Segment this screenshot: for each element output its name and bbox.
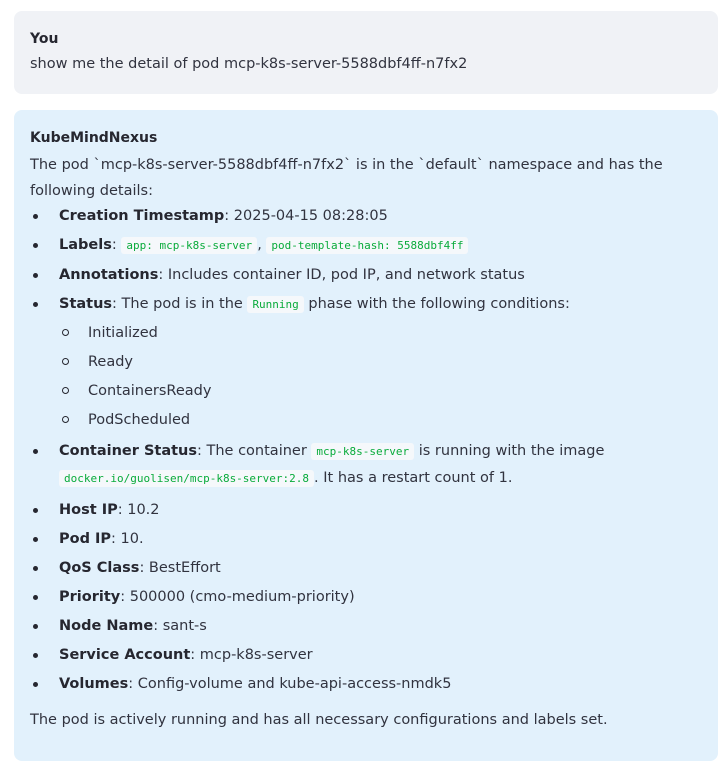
condition-item: PodScheduled xyxy=(59,409,702,431)
assistant-speaker-name: KubeMindNexus xyxy=(30,130,158,146)
list-item-creation-timestamp xyxy=(30,205,702,227)
pod-details-list xyxy=(30,205,702,695)
item-label: Volumes xyxy=(59,676,129,692)
item-label: Service Account xyxy=(59,647,191,663)
item-label: Status xyxy=(59,296,113,312)
user-message-text: show me the detail of pod mcp-k8s-server-5588dbf4ff-n7fx2 xyxy=(30,56,468,72)
condition-item: ContainersReady xyxy=(59,380,702,402)
assistant-message-card xyxy=(14,110,718,761)
item-value: : 2025-04-15 08:28:05 xyxy=(224,208,388,224)
item-label: Creation Timestamp xyxy=(59,208,225,224)
item-label: Container Status xyxy=(59,443,198,459)
list-item-host-ip xyxy=(30,499,702,521)
item-label: Node Name xyxy=(59,618,154,634)
list-item-pod-ip xyxy=(30,528,702,550)
list-item-labels xyxy=(30,234,702,257)
user-message-card xyxy=(14,11,718,94)
item-value: : 500000 (cmo-medium-priority) xyxy=(120,589,355,605)
item-value: : 10. xyxy=(111,531,144,547)
item-value: : sant-s xyxy=(153,618,207,634)
inline-code: pod-template-hash: 5588dbf4ff xyxy=(266,237,468,254)
item-text: is running with the image xyxy=(414,443,605,459)
item-text: : The container xyxy=(197,443,312,459)
item-text: . It has a restart count of 1. xyxy=(314,470,513,486)
assistant-intro-text: The pod `mcp-k8s-server-5588dbf4ff-n7fx2` is in the `default` namespace and has the following details: xyxy=(30,157,663,199)
list-item-qos-class xyxy=(30,557,702,579)
condition-item: Ready xyxy=(59,351,702,373)
redaction-mask xyxy=(160,503,240,517)
item-label: Pod IP xyxy=(59,531,112,547)
list-item-status xyxy=(30,293,702,431)
list-item-container-status xyxy=(30,438,702,492)
list-item-priority xyxy=(30,586,702,608)
item-label: QoS Class xyxy=(59,560,140,576)
inline-code: docker.io/guolisen/mcp-k8s-server:2.8 xyxy=(59,470,314,487)
item-value: : Config-volume and kube-api-access-nmdk5 xyxy=(128,676,452,692)
item-label: Priority xyxy=(59,589,121,605)
item-text: : The pod is in the xyxy=(112,296,248,312)
list-item-volumes xyxy=(30,673,702,695)
item-value: : BestEffort xyxy=(139,560,221,576)
item-value: : 10.2 xyxy=(117,502,160,518)
item-label: Labels xyxy=(59,237,112,253)
item-label: Host IP xyxy=(59,502,118,518)
item-label: Annotations xyxy=(59,267,159,283)
item-text: phase with the following conditions: xyxy=(303,296,570,312)
list-item-node-name xyxy=(30,615,702,637)
list-item-service-account xyxy=(30,644,702,666)
status-conditions-list xyxy=(59,322,702,431)
item-separator: , xyxy=(257,237,267,253)
list-item-annotations xyxy=(30,264,702,286)
item-value: : mcp-k8s-server xyxy=(190,647,313,663)
item-value: : Includes container ID, pod IP, and network status xyxy=(158,267,525,283)
inline-code: mcp-k8s-server xyxy=(311,443,414,460)
inline-code: app: mcp-k8s-server xyxy=(121,237,257,254)
condition-item: Initialized xyxy=(59,322,702,344)
user-speaker-name: You xyxy=(30,31,59,47)
redaction-mask xyxy=(207,619,377,633)
assistant-outro-text: The pod is actively running and has all necessary configurations and labels set. xyxy=(30,712,608,728)
redaction-mask xyxy=(144,532,224,546)
item-separator: : xyxy=(111,237,122,253)
inline-code: Running xyxy=(247,296,303,313)
